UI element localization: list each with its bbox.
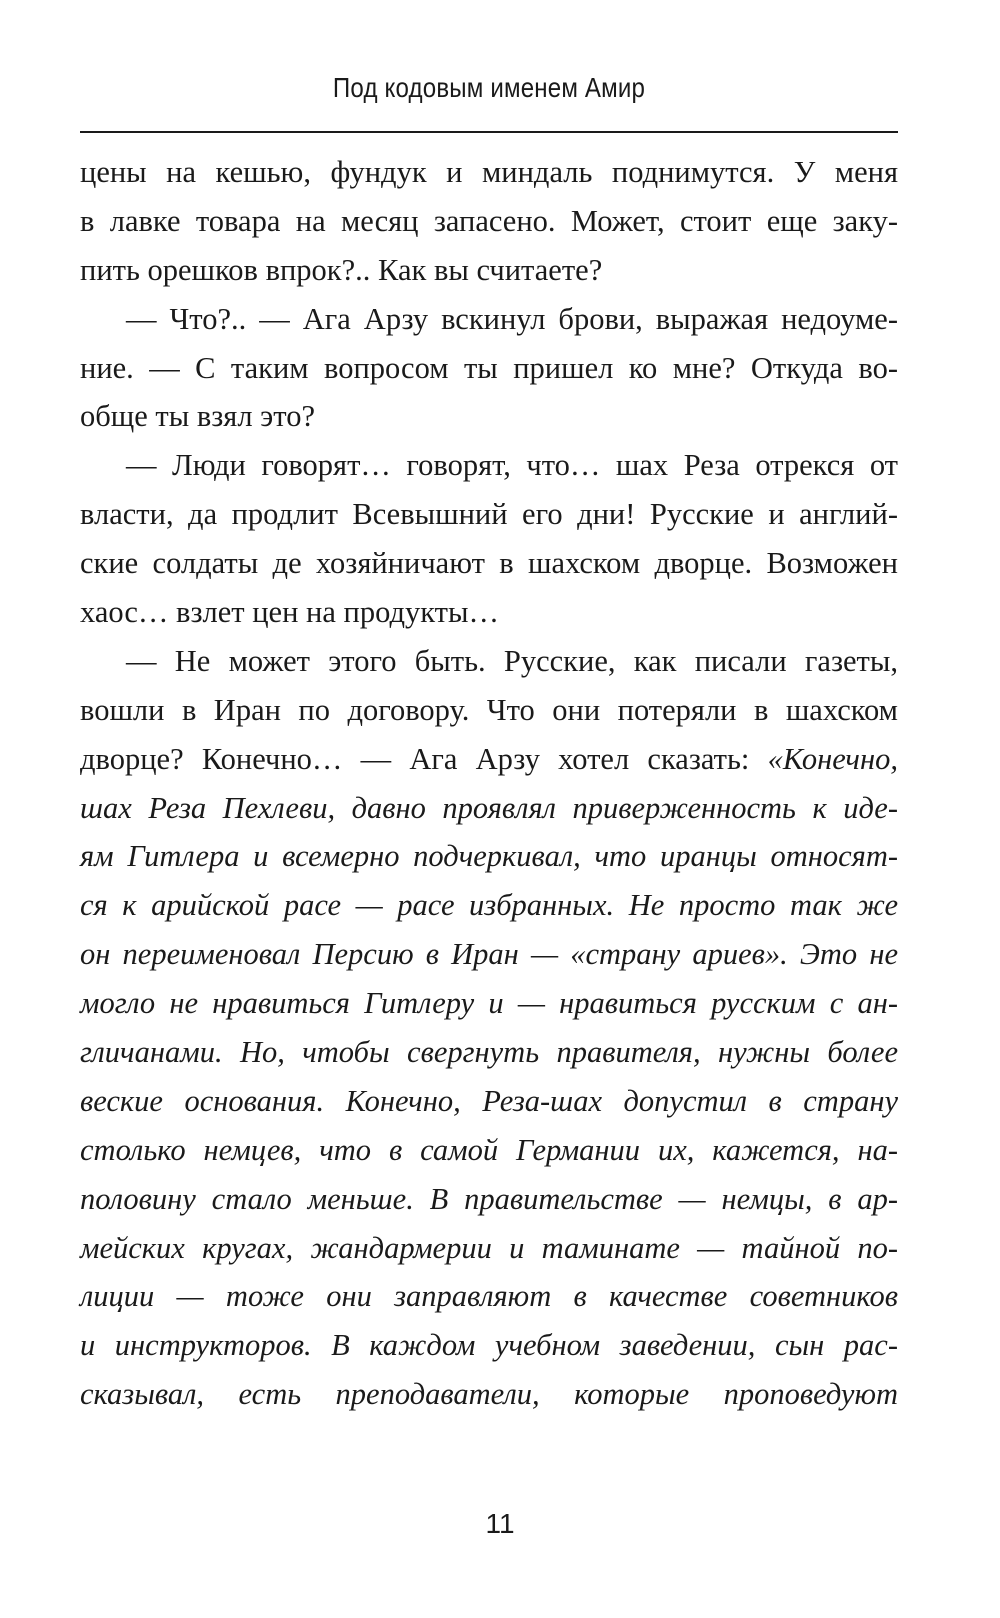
text-line-italic: могло не нравиться Гитлеру и — нравиться русским с ан- bbox=[80, 986, 898, 1021]
text-line-italic: он переименовал Персию в Иран — «страну ариев». Это не bbox=[80, 937, 898, 972]
text-line-italic: шах Реза Пехлеви, давно проявлял приверженность к иде- bbox=[80, 790, 898, 825]
text-line-italic: лиции — тоже они заправляют в качестве советников bbox=[80, 1279, 898, 1314]
text-line: — Что?.. — Ага Арзу вскинул брови, выражая недоуме- bbox=[126, 301, 898, 336]
text-line: — Люди говорят… говорят, что… шах Реза отрекся от bbox=[126, 448, 898, 483]
text-line-italic: и инструкторов. В каждом учебном заведении, сын рас- bbox=[80, 1328, 898, 1363]
text-line: — Не может этого быть. Русские, как писали газеты, bbox=[126, 643, 898, 678]
text-line-italic: «Конечно, bbox=[767, 741, 898, 776]
text-line: хаос… взлет цен на продукты… bbox=[80, 595, 499, 630]
text-line: вошли в Иран по договору. Что они потеряли в шахском bbox=[80, 692, 898, 727]
text-line-italic: веские основания. Конечно, Реза-шах допустил в страну bbox=[80, 1083, 898, 1118]
text-line-italic: сказывал, есть преподаватели, которые проповедуют bbox=[80, 1377, 898, 1412]
running-title: Под кодовым именем Амир bbox=[332, 72, 646, 103]
text-line-italic: ям Гитлера и всемерно подчеркивал, что иранцы относят- bbox=[80, 839, 898, 874]
page-number: 11 bbox=[485, 1508, 515, 1539]
text-line bbox=[80, 735, 898, 784]
text-line-italic: половину стало меньше. В правительстве — немцы, в ар- bbox=[80, 1181, 898, 1216]
text-line: власти, да продлит Всевышний его дни! Русские и англий- bbox=[80, 497, 898, 532]
text-line-italic: ся к арийской расе — расе избранных. Не просто так же bbox=[80, 888, 898, 923]
body-text bbox=[80, 148, 898, 1419]
text-line-italic: столько немцев, что в самой Германии их, кажется, на- bbox=[80, 1132, 898, 1167]
text-line: ские солдаты де хозяйничают в шахском дворце. Возможен bbox=[80, 546, 898, 581]
text-line: ние. — С таким вопросом ты пришел ко мне? Откуда во- bbox=[80, 350, 898, 385]
text-line-roman: дворце? Конечно… — Ага Арзу хотел сказать: bbox=[80, 741, 768, 776]
text-line-italic: гличанами. Но, чтобы свергнуть правителя, нужны более bbox=[80, 1035, 898, 1070]
text-line: в лавке товара на месяц запасено. Может, стоит еще заку- bbox=[80, 203, 898, 238]
text-line: обще ты взял это? bbox=[80, 399, 315, 434]
text-line: цены на кешью, фундук и миндаль поднимутся. У меня bbox=[80, 155, 898, 189]
header-rule bbox=[80, 131, 898, 133]
text-line: пить орешков впрок?.. Как вы считаете? bbox=[80, 252, 603, 287]
text-line-italic: мейских кругах, жандармерии и таминате — тайной по- bbox=[80, 1230, 898, 1265]
